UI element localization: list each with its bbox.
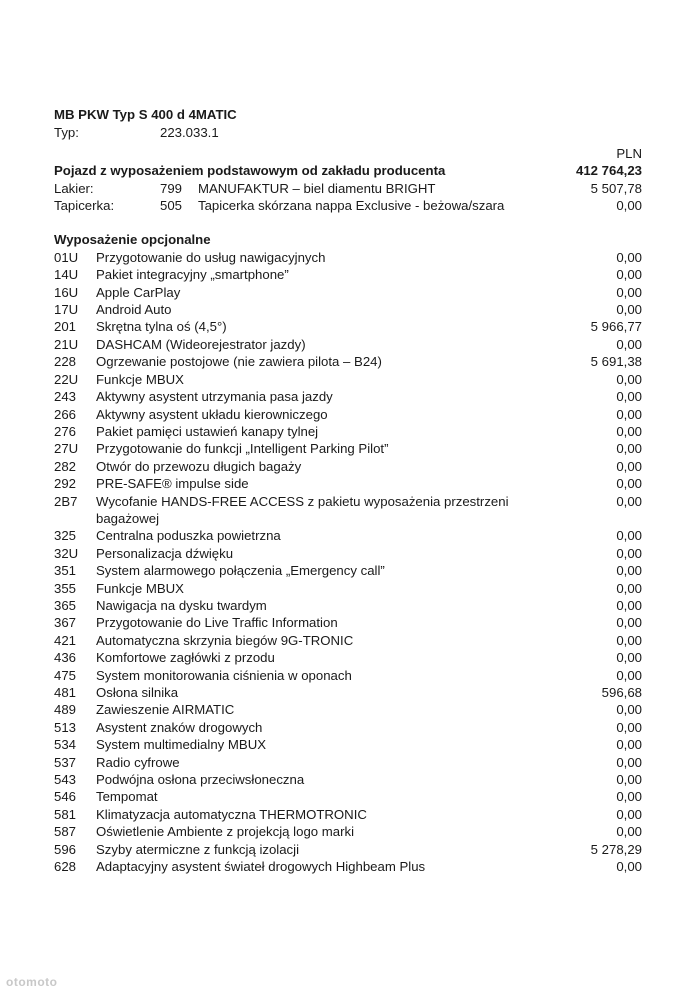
option-row	[54, 858, 642, 875]
option-code: 32U	[54, 545, 79, 561]
base-vehicle-label: Pojazd z wyposażeniem podstawowym od zakładu producenta	[54, 163, 446, 179]
option-price: 0,00	[616, 528, 642, 544]
option-row	[54, 806, 642, 823]
option-row	[54, 284, 642, 301]
option-price: 0,00	[616, 563, 642, 579]
option-price: 0,00	[616, 545, 642, 561]
option-row	[54, 754, 642, 771]
option-code: 27U	[54, 441, 79, 457]
option-price: 0,00	[616, 302, 642, 318]
option-code: 243	[54, 389, 77, 405]
option-desc: Osłona silnika	[96, 685, 179, 700]
option-desc: Przygotowanie do funkcji „Intelligent Parking Pilot”	[96, 441, 389, 457]
option-row	[54, 736, 642, 753]
option-price: 0,00	[616, 650, 642, 666]
type-label: Typ:	[54, 125, 79, 141]
option-desc: Adaptacyjny asystent świateł drogowych Highbeam Plus	[96, 859, 426, 875]
upholstery-label: Tapicerka:	[54, 198, 115, 214]
option-code: 367	[54, 615, 77, 631]
option-price: 0,00	[616, 476, 642, 492]
option-code: 628	[54, 859, 77, 875]
upholstery-price: 0,00	[616, 198, 642, 214]
option-desc: Apple CarPlay	[96, 284, 181, 300]
base-vehicle-row	[54, 162, 642, 179]
option-price: 0,00	[616, 406, 642, 422]
paint-price: 5 507,78	[590, 180, 642, 196]
option-price: 0,00	[616, 632, 642, 648]
option-desc: Aktywny asystent utrzymania pasa jazdy	[96, 389, 333, 405]
option-desc: Centralna poduszka powietrzna	[96, 528, 281, 544]
option-price: 0,00	[616, 737, 642, 753]
option-price: 0,00	[616, 806, 642, 822]
option-code: 436	[54, 650, 77, 666]
option-row	[54, 249, 642, 266]
option-code: 581	[54, 806, 77, 822]
option-code: 355	[54, 580, 77, 596]
option-price: 0,00	[616, 615, 642, 631]
option-price: 0,00	[616, 719, 642, 735]
option-row	[54, 771, 642, 788]
option-desc: Radio cyfrowe	[96, 754, 180, 770]
option-code: 421	[54, 632, 77, 648]
option-code: 16U	[54, 284, 79, 300]
base-vehicle-price: 412 764,23	[575, 163, 642, 179]
option-row	[54, 527, 642, 544]
upholstery-row	[54, 197, 642, 214]
option-row	[54, 719, 642, 736]
option-code: 276	[54, 423, 77, 439]
option-desc: Tempomat	[96, 789, 158, 805]
option-code: 365	[54, 597, 77, 613]
option-desc: System monitorowania ciśnienia w oponach	[96, 667, 352, 683]
option-desc: Pakiet pamięci ustawień kanapy tylnej	[96, 423, 319, 439]
option-code: 546	[54, 789, 77, 805]
option-desc: Szyby atermiczne z funkcją izolacji	[96, 841, 300, 857]
option-price: 0,00	[616, 789, 642, 805]
option-row	[54, 423, 642, 440]
option-desc: Skrętna tylna oś (4,5°)	[96, 319, 227, 335]
option-desc: Przygotowanie do Live Traffic Information	[96, 615, 338, 631]
option-row	[54, 545, 642, 562]
option-code: 537	[54, 754, 77, 770]
option-price: 0,00	[616, 667, 642, 683]
option-row	[54, 301, 642, 318]
option-code: 14U	[54, 267, 79, 283]
option-row	[54, 318, 642, 335]
option-desc: Podwójna osłona przeciwsłoneczna	[96, 772, 305, 788]
option-desc: Aktywny asystent układu kierowniczego	[96, 406, 328, 422]
option-row	[54, 632, 642, 649]
option-price: 0,00	[616, 754, 642, 770]
option-row	[54, 614, 642, 631]
option-code: 587	[54, 824, 77, 840]
option-desc: Przygotowanie do usług nawigacyjnych	[96, 249, 326, 265]
option-desc: Wycofanie HANDS-FREE ACCESS z pakietu wyposażenia przestrzeni bagażowej	[96, 493, 509, 526]
paint-desc: MANUFAKTUR – biel diamentu BRIGHT	[198, 180, 436, 196]
option-desc: System multimedialny MBUX	[96, 737, 267, 753]
option-desc: DASHCAM (Wideorejestrator jazdy)	[96, 336, 306, 352]
option-row	[54, 788, 642, 805]
option-row	[54, 701, 642, 718]
option-desc: Komfortowe zagłówki z przodu	[96, 650, 275, 666]
option-desc: Asystent znaków drogowych	[96, 719, 263, 735]
type-row	[54, 124, 642, 141]
option-code: 596	[54, 841, 77, 857]
option-price: 0,00	[616, 597, 642, 613]
option-price: 0,00	[616, 389, 642, 405]
option-desc: Otwór do przewozu długich bagaży	[96, 458, 302, 474]
option-desc: Ogrzewanie postojowe (nie zawiera pilota – B24)	[96, 354, 382, 370]
option-price: 0,00	[616, 772, 642, 788]
option-desc: Automatyczna skrzynia biegów 9G-TRONIC	[96, 632, 354, 648]
option-desc: Funkcje MBUX	[96, 580, 184, 596]
option-price: 0,00	[616, 580, 642, 596]
option-row	[54, 440, 642, 457]
option-row	[54, 597, 642, 614]
option-code: 21U	[54, 336, 79, 352]
option-code: 475	[54, 667, 77, 683]
option-price: 0,00	[616, 824, 642, 840]
option-price: 0,00	[616, 249, 642, 265]
paint-label: Lakier:	[54, 180, 94, 196]
option-desc: Oświetlenie Ambiente z projekcją logo marki	[96, 824, 355, 840]
option-code: 282	[54, 458, 77, 474]
option-row	[54, 336, 642, 353]
document-title: MB PKW Typ S 400 d 4MATIC	[54, 107, 237, 122]
option-code: 266	[54, 406, 77, 422]
option-price: 0,00	[616, 859, 642, 875]
option-code: 351	[54, 563, 77, 579]
option-price: 0,00	[616, 371, 642, 387]
option-row	[54, 475, 642, 492]
option-code: 489	[54, 702, 77, 718]
option-row	[54, 406, 642, 423]
option-code: 201	[54, 319, 77, 335]
option-row	[54, 562, 642, 579]
option-row	[54, 684, 642, 701]
option-desc: System alarmowego połączenia „Emergency call”	[96, 563, 385, 579]
option-desc: Personalizacja dźwięku	[96, 545, 234, 561]
option-row	[54, 841, 642, 858]
option-price: 0,00	[616, 284, 642, 300]
option-price: 596,68	[601, 685, 642, 700]
option-code: 513	[54, 719, 77, 735]
option-row	[54, 371, 642, 388]
option-price: 5 278,29	[590, 841, 642, 857]
upholstery-code: 505	[160, 198, 183, 214]
option-desc: Nawigacja na dysku twardym	[96, 597, 267, 613]
option-code: 292	[54, 476, 77, 492]
option-price: 5 691,38	[590, 354, 642, 370]
option-row	[54, 823, 642, 840]
options-list	[54, 249, 642, 876]
option-price: 0,00	[616, 423, 642, 439]
option-row	[54, 353, 642, 370]
option-row	[54, 493, 642, 528]
option-row	[54, 266, 642, 283]
option-desc: Pakiet integracyjny „smartphone”	[96, 267, 289, 283]
paint-code: 799	[160, 180, 183, 196]
options-section-title: Wyposażenie opcjonalne	[54, 232, 211, 248]
option-desc: PRE-SAFE® impulse side	[96, 476, 249, 492]
option-row	[54, 667, 642, 684]
currency-label: PLN	[616, 145, 642, 161]
upholstery-desc: Tapicerka skórzana nappa Exclusive - beżowa/szara	[198, 198, 505, 214]
option-desc: Android Auto	[96, 302, 172, 318]
option-desc: Klimatyzacja automatyczna THERMOTRONIC	[96, 806, 367, 822]
price-document	[54, 106, 642, 875]
option-desc: Funkcje MBUX	[96, 371, 184, 387]
option-row	[54, 458, 642, 475]
option-code: 325	[54, 528, 77, 544]
option-price: 0,00	[616, 267, 642, 283]
option-price: 0,00	[616, 336, 642, 352]
option-row	[54, 649, 642, 666]
option-desc: Zawieszenie AIRMATIC	[96, 702, 235, 718]
option-code: 534	[54, 737, 77, 753]
option-row	[54, 388, 642, 405]
option-code: 17U	[54, 302, 79, 318]
option-code: 481	[54, 685, 77, 700]
type-value: 223.033.1	[160, 125, 219, 141]
option-code: 228	[54, 354, 77, 370]
option-code: 22U	[54, 371, 79, 387]
option-code: 543	[54, 772, 77, 788]
option-price: 0,00	[616, 493, 642, 509]
option-code: 01U	[54, 249, 79, 265]
option-price: 0,00	[616, 441, 642, 457]
option-price: 0,00	[616, 702, 642, 718]
option-code: 2B7	[54, 493, 78, 509]
option-price: 5 966,77	[590, 319, 642, 335]
option-row	[54, 580, 642, 597]
paint-row	[54, 180, 642, 197]
option-price: 0,00	[616, 458, 642, 474]
watermark: otomoto	[6, 975, 58, 989]
